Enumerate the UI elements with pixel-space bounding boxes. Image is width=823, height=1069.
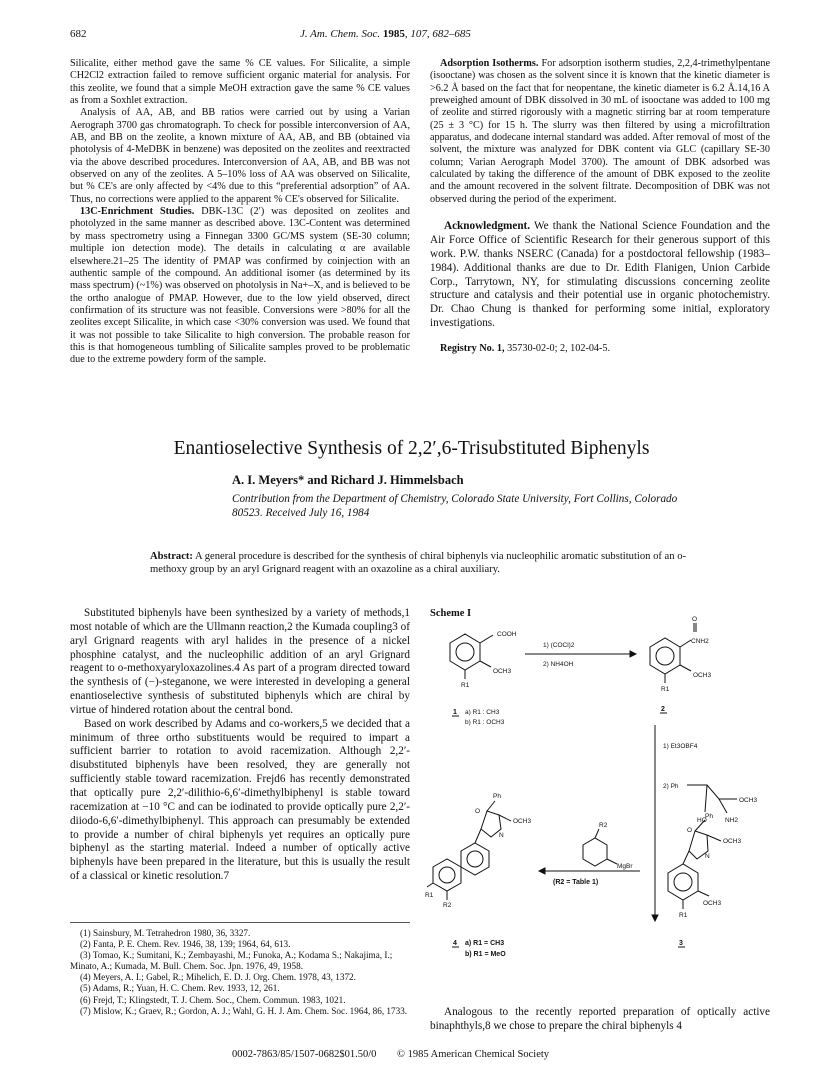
- table-reference: (R2 = Table 1): [553, 879, 599, 886]
- compound-4-ph: Ph: [493, 793, 501, 800]
- paragraph: [430, 58, 770, 206]
- compound-1a-substituent: a) R1 : CH3: [465, 709, 500, 716]
- amino-alcohol-ho: HO: [697, 817, 707, 824]
- compound-2-och3: OCH3: [693, 672, 712, 679]
- compound-3-o: O: [687, 827, 693, 834]
- compound-1-cooh: COOH: [497, 631, 517, 638]
- scheme-diagram: [425, 615, 785, 995]
- compound-4-o: O: [475, 808, 481, 815]
- footnote-rule: [70, 922, 410, 923]
- abstract: [150, 550, 710, 576]
- compound-4-r1: R1: [425, 892, 434, 899]
- compound-1b-substituent: b) R1 : OCH3: [465, 719, 505, 726]
- paragraph: Analysis of AA, AB, and BB ratios were carried out by using a Varian Aerograph 3700 gas chromatograph. To check for possible interconversion of AA, AB, and BB on the zeolite, a known mixture of AA, AB, and BB (obtained via photolysis of 4-MeDBK in benzene) was deposited on the zeolites and reextracted via the above described procedures. Interconversion of AA, AB, and BB was not observed on any of the zeolites. A 5–10% loss of AA was observed on Silicalite, but % CE's are only affected by <4% due to this “preferential adsorption” of AA. Thus, no corrections were applied to the apparent % CE's observed for Silicalite.: [70, 107, 410, 205]
- journal-volume-pages: 107, 682–685: [410, 28, 471, 40]
- reference-item: (2) Fanta, P. E. Chem. Rev. 1946, 38, 139; 1964, 64, 613.: [80, 939, 291, 950]
- paragraph: Silicalite, either method gave the same % CE values. For Silicalite, a simple CH2Cl2 extraction failed to remove sufficient organic material for analysis. For this zeolite, we found that a simple MeOH extraction gave the same % CE values as from a Soxhlet extraction.: [70, 58, 410, 107]
- journal-name: J. Am. Chem. Soc.: [300, 28, 381, 40]
- grignard-structure: [583, 829, 617, 866]
- compound-3-och3: OCH3: [703, 900, 722, 907]
- compound-4-och3: OCH3: [513, 818, 532, 825]
- compound-2-label: 2: [661, 706, 665, 713]
- footer-code: 0002-7863/85/1507-0682$01.50/0: [232, 1049, 377, 1060]
- reference-item: (4) Meyers, A. I.; Gabel, R.; Mihelich, E. D. J. Org. Chem. 1978, 43, 1372.: [80, 972, 356, 983]
- grignard-r2: R2: [599, 822, 608, 829]
- running-header: J. Am. Chem. Soc. 1985, 107, 682–685: [300, 28, 471, 40]
- registry: [430, 343, 770, 355]
- reference-item: (5) Adams, R.; Yuan, H. C. Chem. Rev. 1933, 12, 261.: [80, 983, 280, 994]
- amino-alcohol-och3: OCH3: [739, 797, 758, 804]
- compound-3-r1: R1: [679, 912, 688, 919]
- section-head: 13C-Enrichment Studies.: [80, 206, 195, 218]
- compound-3-n: N: [705, 853, 710, 860]
- paragraph-text: For adsorption isotherm studies, 2,2,4-trimethylpentane (isooctane) was chosen as the solvent since it is known that the kinetic diameter is >6.2 Å based on the fact that for neopentane, the kinetic diameter is 6.2 Å.14,16 A preweighed amount of DBK dissolved in 30 mL of isooctane was added to 100 mg of zeolite and stirred rigorously with a magnetic stirring bar at room temperature (25 ± 3 °C) for 15 h. The slurry was then filtered by using a microfiltration apparatus, and dodecane internal standard was added. After removal of most of the solvent, the mixture was analyzed for DBK content via GLC (capillary SE-30 column; Varian Aerograph Model 3700). The amount of DBK adsorbed was calculated by taking the difference of the amount of DBK exposed to the zeolite and the amount recovered in the solvent filtrate. Decomposition of DBK was not observed during the period of the experiment.: [430, 58, 771, 205]
- compound-3-ph: Ph: [705, 813, 713, 820]
- step-2a-reagent: 1) Et3OBF4: [663, 743, 698, 750]
- paragraph: Based on work described by Adams and co-workers,5 we decided that a minimum of three ortho substituents would be required to impart a sufficient barrier to rotation to avoid racemization. Although 2,2′-disubstituted biphenyls have been resolved, they are generally not sufficiently stable toward racemization. Frejd6 has recently demonstrated that optically pure 2,2′-dilithio-6,6′-dimethylbiphenyl is stable toward racemization at −10 °C and can be iodinated to provide optically pure 2,2′-diiodo-6,6′-dimethylbiphenyl. This approach can presumably be extended to provide a number of chiral biphenyls yet requires an optically pure biphenyl as the starting material. Indeed a number of optically active biphenyls have been prepared in the literature, but this is usually the result of a classical or kinetic resolution.7: [70, 717, 410, 883]
- compound-2-structure: [650, 623, 696, 683]
- compound-4a-substituent: a) R1 = CH3: [465, 940, 505, 947]
- paragraph-text: We thank the National Science Foundation and the Air Force Office of Scientific Research for their generous support of this work. P.W. thanks NSERC (Canada) for a postdoctoral fellowship (1983–1984). Additional thanks are due to Dr. Edith Flanigen, Union Carbide Corp., Tarrytown, NY, for stimulating discussions concerning zeolite structure and catalysis and their potential use in organic photochemistry. Dr. Chao Chung is thanked for performing some initial, exploratory investigations.: [430, 220, 770, 330]
- acknowledgment: [430, 220, 770, 331]
- footer-copyright: © 1985 American Chemical Society: [397, 1049, 550, 1060]
- footer: [232, 1049, 549, 1060]
- compound-2-cnh2: CNH2: [691, 638, 709, 645]
- paragraph: [70, 206, 410, 366]
- references: [70, 928, 410, 1017]
- compound-1-label: 1: [453, 709, 457, 716]
- paragraph: Analogous to the recently reported preparation of optically active binaphthyls,8 we chose to prepare the chiral biphenyls 4: [430, 1006, 770, 1032]
- paragraph: Substituted biphenyls have been synthesized by a variety of methods,1 most notable of which are the Ullmann reaction,2 the Kumada coupling3 of aryl Grignard reagents with aryl halides in the presence of a nickel phosphine catalyst, and the nucleophilic addition of an aryl Grignard reagent to o-methoxyaryloxazolines.4 As part of a program directed toward the synthesis of (−)-steganone, we were interested in developing a general enantioselective synthesis of substituted biphenyls which are chiral by virtue of hindered rotation about the central bond.: [70, 607, 410, 716]
- registry-head: Registry No. 1,: [440, 342, 505, 354]
- compound-4b-substituent: b) R1 = MeO: [465, 951, 506, 958]
- compound-4-r2: R2: [443, 902, 452, 909]
- step-1a-reagent: 1) (COCl)2: [543, 642, 575, 649]
- page-number: 682: [70, 28, 87, 40]
- step-1b-reagent: 2) NH4OH: [543, 661, 574, 668]
- grignard-mgbr: MgBr: [617, 863, 633, 870]
- journal-year: 1985: [382, 28, 405, 40]
- compound-4-n: N: [499, 832, 504, 839]
- abstract-head: Abstract:: [150, 551, 193, 562]
- scheme-title: Scheme I: [430, 608, 472, 619]
- body-left-column: [70, 607, 410, 884]
- abstract-text: A general procedure is described for the synthesis of chiral biphenyls via nucleophilic aromatic substitution of an o-methoxy group by an aryl Grignard reagent with an oxazoline as a chiral auxiliary.: [150, 551, 687, 576]
- compound-1-r1: R1: [461, 682, 470, 689]
- compound-2-r1: R1: [661, 686, 670, 693]
- left-top-column: [70, 58, 410, 367]
- reference-item: (1) Sainsbury, M. Tetrahedron 1980, 36, 3327.: [80, 928, 251, 938]
- compound-2-o: O: [692, 616, 698, 623]
- compound-4-label: 4: [453, 940, 457, 947]
- body-right-column: [430, 1006, 770, 1034]
- section-head: Adsorption Isotherms.: [440, 58, 539, 69]
- right-top-column: [430, 58, 770, 355]
- compound-1-och3: OCH3: [493, 668, 512, 675]
- section-head: Acknowledgment.: [444, 220, 531, 233]
- article-authors: A. I. Meyers* and Richard J. Himmelsbach: [232, 473, 464, 487]
- paragraph-text: DBK-13C (2′) was deposited on zeolites and photolyzed in the same manner as described above. 13C-Content was determined by mass spectrometry using a Finnegan 3300 GC/MS system (SE-30 column; multiple ion detection mode). The details in calculating α are available elsewhere.21–25 The identity of PMAP was confirmed by coinjection with an authentic sample of the compound. An additional isomer (as determined by its mass spectrum) (~1%) was observed on photolysis in Na+–X, and is believed to be the ortho analogue of PMAP. However, due to the low yield observed, direct confirmation of its structure was not feasible. Conversions were >80% for all the zeolites except Silicalite, in which case <30% conversion was used. We found that it was not possible to take Silicalite to high conversion. The probable reason for this is that homogeneous tumbling of Silicalite samples proved to be problematic due to the extreme powdery form of the sample.: [70, 206, 411, 366]
- reference-item: (7) Mislow, K.; Graev, R.; Gordon, A. J.; Wahl, G. H. J. Am. Chem. Soc. 1964, 86, 1733.: [80, 1005, 408, 1016]
- compound-3-structure: [668, 820, 721, 909]
- reference-item: (3) Tomao, K.; Sumitani, K.; Zembayashi, M.; Funoka, A.; Kodama S.; Nakajima, I.; Minato, A.; Kumada, M. Bull. Chem. Soc. Jpn. 1976, 49, 1958.: [70, 950, 393, 972]
- affiliation: Contribution from the Department of Chemistry, Colorado State University, Fort Collins, Colorado 80523. Received July 16, 1984: [232, 493, 678, 519]
- step-2b-reagent: 2) Ph: [663, 783, 679, 790]
- compound-1-structure: [450, 634, 493, 679]
- registry-text: 35730-02-0; 2, 102-04-5.: [507, 342, 611, 354]
- compound-3-label: 3: [679, 940, 683, 947]
- compound-3-och3-side: OCH3: [723, 838, 742, 845]
- amino-alcohol-structure: [687, 785, 737, 813]
- amino-alcohol-nh2: NH2: [725, 817, 739, 824]
- compound-4-structure: [427, 801, 511, 900]
- article-title: Enantioselective Synthesis of 2,2′,6-Trisubstituted Biphenyls: [173, 438, 650, 459]
- reference-item: (6) Frejd, T.; Klingstedt, T. J. Chem. Soc., Chem. Commun. 1983, 1021.: [80, 994, 346, 1005]
